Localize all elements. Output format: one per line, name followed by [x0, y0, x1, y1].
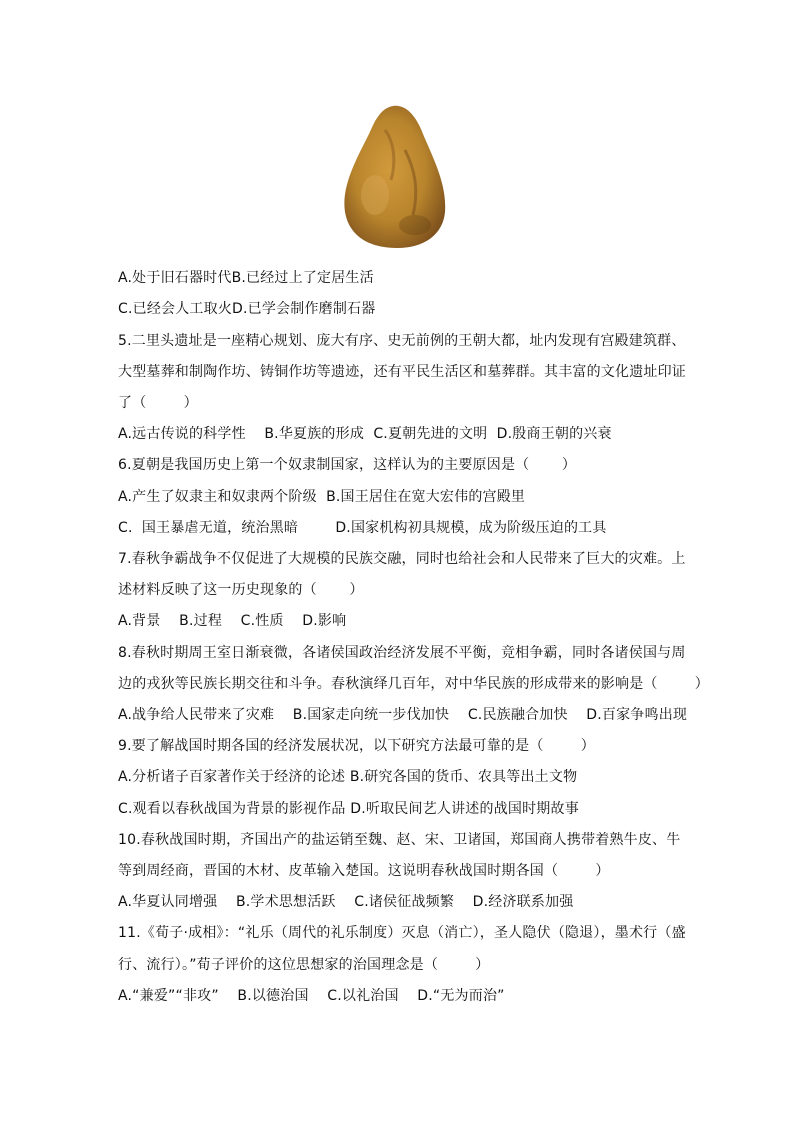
question-11-options: A.“兼爱”“非攻” B.以德治国 C.以礼治国 D.“无为而治”	[118, 988, 505, 1004]
option-line-q4-a-b: A.处于旧石器时代B.已经过上了定居生活	[118, 270, 374, 286]
question-6-options-a-b: A.产生了奴隶主和奴隶两个阶级 B.国王居住在宽大宏伟的宫殿里	[118, 489, 526, 505]
question-11-line-2: 行、流行）。”荀子评价的这位思想家的治国理念是（ ）	[118, 957, 490, 973]
question-5-options: A.远古传说的科学性 B.华夏族的形成 C.夏朝先进的文明 D.殷商王朝的兴衰	[118, 426, 612, 442]
question-5-line-3: 了（ ）	[118, 395, 198, 411]
question-7-line-1: 7.春秋争霸战争不仅促进了大规模的民族交融，同时也给社会和人民带来了巨大的灾难。上	[118, 551, 686, 567]
question-5-line-1: 5.二里头遗址是一座精心规划、庞大有序、史无前例的王朝大都，址内发现有宫殿建筑群、	[118, 333, 686, 349]
stone-hand-axe-image	[335, 100, 455, 250]
question-10-line-2: 等到周经商，晋国的木材、皮革输入楚国。这说明春秋战国时期各国（ ）	[118, 863, 610, 879]
question-10-line-1: 10.春秋战国时期，齐国出产的盐运销至魏、赵、宋、卫诸国，郑国商人携带着熟牛皮、牛	[118, 832, 681, 848]
question-6-options-c-d: C. 国王暴虐无道，统治黑暗 D.国家机构初具规模，成为阶级压迫的工具	[118, 520, 607, 536]
question-7-options: A.背景 B.过程 C.性质 D.影响	[118, 613, 347, 629]
question-9-stem: 9.要了解战国时期各国的经济发展状况，以下研究方法最可靠的是（ ）	[118, 738, 595, 754]
question-10-options: A.华夏认同增强 B.学术思想活跃 C.诸侯征战频繁 D.经济联系加强	[118, 894, 574, 910]
question-5-line-2: 大型墓葬和制陶作坊、铸铜作坊等遗迹，还有平民生活区和墓葬群。其丰富的文化遗址印证	[118, 364, 686, 380]
question-9-options-a-b: A.分析诸子百家著作关于经济的论述 B.研究各国的货币、农具等出土文物	[118, 769, 578, 785]
question-8-options: A.战争给人民带来了灾难 B.国家走向统一步伐加快 C.民族融合加快 D.百家争鸣出现	[118, 707, 688, 723]
question-11-line-1: 11.《荀子·成相》：“礼乐（周代的礼乐制度）灭息（消亡），圣人隐伏（隐退），墨术行（盛	[118, 925, 686, 941]
question-8-line-2: 边的戎狄等民族长期交往和斗争。春秋演绎几百年，对中华民族的形成带来的影响是（ ）	[118, 676, 709, 692]
question-7-line-2: 述材料反映了这一历史现象的（ ）	[118, 582, 364, 598]
question-8-line-1: 8.春秋时期周王室日渐衰微，各诸侯国政治经济发展不平衡，竞相争霸，同时各诸侯国与周	[118, 645, 686, 661]
option-line-q4-c-d: C.已经会人工取火D.已学会制作磨制石器	[118, 301, 376, 317]
question-9-options-c-d: C.观看以春秋战国为背景的影视作品 D.听取民间艺人讲述的战国时期故事	[118, 801, 579, 817]
question-6-stem: 6.夏朝是我国历史上第一个奴隶制国家，这样认为的主要原因是（ ）	[118, 457, 577, 473]
